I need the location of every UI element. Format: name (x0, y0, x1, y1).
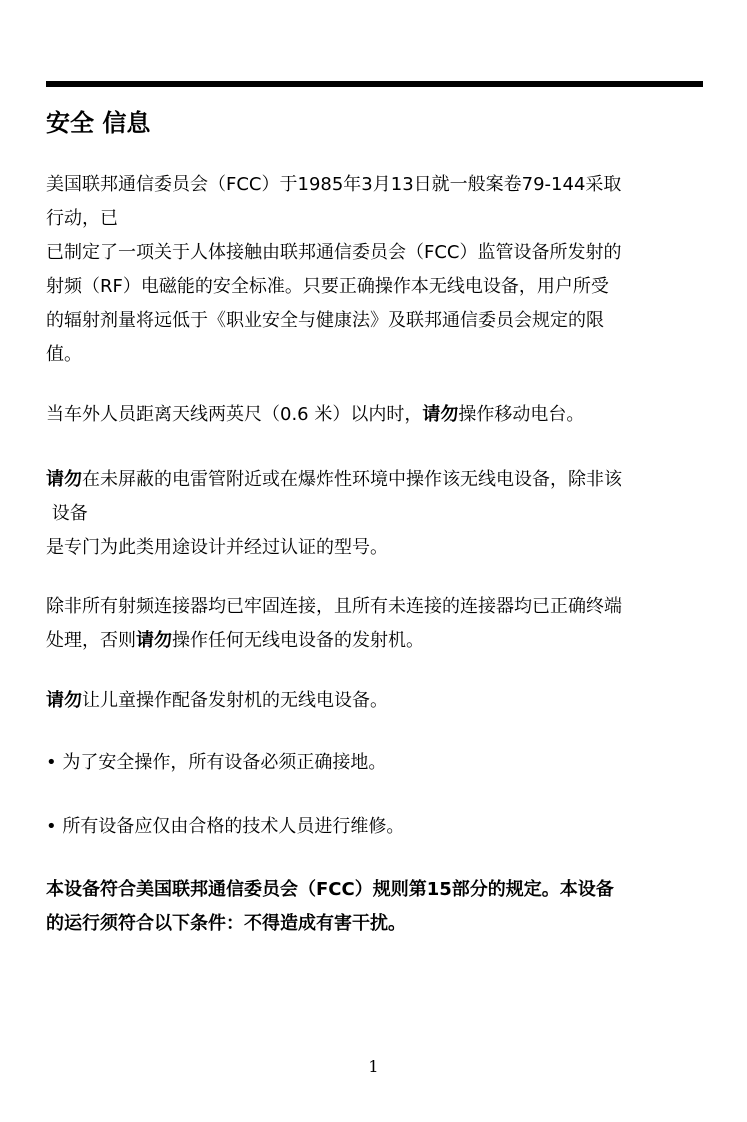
bullet-item-servicing: • 所有设备应仅由合格的技术人员进行维修。 (46, 816, 405, 837)
children-warning-paragraph (46, 684, 706, 718)
fcc-intro-line-4: 射频（RF）电磁能的安全标准。只要正确操作本无线电设备，用户所受 (46, 276, 609, 297)
antenna-warning-prefix: 当车外人员距离天线两英尺（0.6 米）以内时， (46, 404, 423, 425)
rf-connector-warning-line-1: 除非所有射频连接器均已牢固连接，且所有未连接的连接器均已正确终端 (46, 596, 622, 617)
children-warning-suffix: 让儿童操作配备发射机的无线电设备。 (82, 690, 388, 711)
blasting-warning-emphasis: 请勿 (46, 469, 82, 490)
children-warning-emphasis: 请勿 (46, 690, 82, 711)
antenna-warning-suffix: 操作移动电台。 (458, 404, 585, 425)
fcc-intro-line-5: 的辐射剂量将远低于《职业安全与健康法》及联邦通信委员会规定的限 (46, 310, 604, 331)
fcc-intro-paragraph (46, 168, 706, 372)
compliance-paragraph (46, 873, 706, 941)
rf-connector-warning-line-2-suffix: 操作任何无线电设备的发射机。 (172, 630, 424, 651)
blasting-warning-paragraph (46, 463, 706, 565)
rf-connector-warning-paragraph (46, 590, 706, 658)
fcc-intro-line-2: 行动，已 (46, 208, 118, 229)
rf-connector-warning-line-2-prefix: 处理，否则 (46, 630, 136, 651)
fcc-intro-line-3: 已制定了一项关于人体接触由联邦通信委员会（FCC）监管设备所发射的 (46, 242, 622, 263)
rf-connector-warning-line-2 (46, 624, 706, 658)
section-title: 安全 信息 (46, 109, 151, 137)
page-number: 1 (368, 1057, 379, 1076)
compliance-line-1: 本设备符合美国联邦通信委员会（FCC）规则第15部分的规定。本设备 (46, 879, 614, 900)
blasting-warning-line-2: 设备 (46, 503, 88, 524)
blasting-warning-line-1-rest: 在未屏蔽的电雷管附近或在爆炸性环境中操作该无线电设备，除非该 (82, 469, 622, 490)
bullet-item-grounding: • 为了安全操作，所有设备必须正确接地。 (46, 752, 387, 773)
compliance-line-2: 的运行须符合以下条件：不得造成有害干扰。 (46, 913, 406, 934)
antenna-warning-paragraph (46, 398, 706, 432)
fcc-intro-line-6: 值。 (46, 344, 82, 365)
top-rule (46, 81, 703, 87)
blasting-warning-line-1 (46, 463, 706, 497)
blasting-warning-line-3: 是专门为此类用途设计并经过认证的型号。 (46, 537, 388, 558)
antenna-warning-emphasis: 请勿 (422, 404, 459, 425)
rf-connector-warning-emphasis: 请勿 (136, 630, 172, 651)
fcc-intro-line-1: 美国联邦通信委员会（FCC）于1985年3月13日就一般案卷79-144采取 (46, 174, 622, 195)
